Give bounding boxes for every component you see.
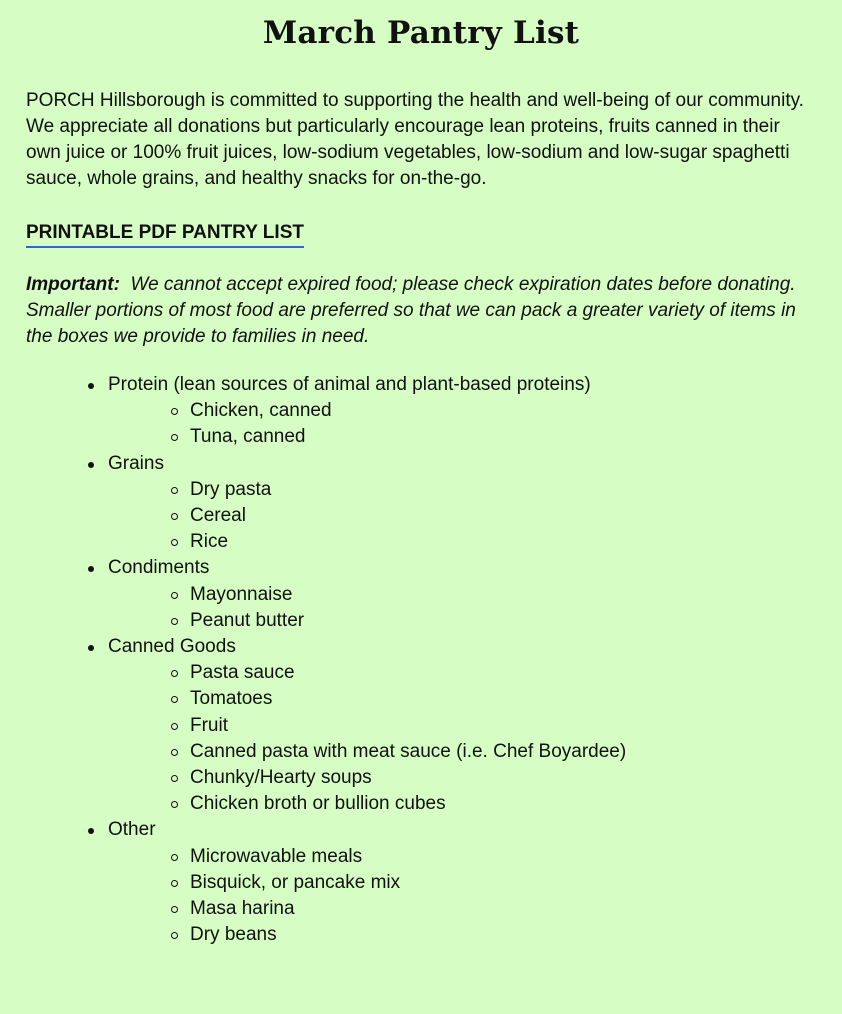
circle-bullet-icon [171, 408, 178, 415]
category-label: Grains [108, 452, 164, 474]
circle-bullet-icon [171, 801, 178, 808]
grains-items [108, 477, 816, 556]
disc-bullet-icon [88, 566, 94, 572]
important-notice [26, 272, 816, 350]
list-item: Fruit [190, 713, 816, 739]
category-label: Other [108, 819, 156, 841]
circle-bullet-icon [171, 592, 178, 599]
disc-bullet-icon [88, 462, 94, 468]
circle-bullet-icon [171, 618, 178, 625]
page-title: March Pantry List [262, 15, 580, 51]
category-label: Protein (lean sources of animal and plant-based proteins) [108, 374, 591, 395]
list-item: Microwavable meals [190, 844, 816, 870]
category-canned-goods [108, 634, 816, 817]
important-label: Important: [26, 274, 120, 295]
circle-bullet-icon [171, 487, 178, 494]
list-item: Chicken, canned [190, 398, 816, 424]
list-item: Tomatoes [190, 686, 816, 712]
category-label: Canned Goods [108, 636, 236, 658]
list-item: Rice [190, 529, 816, 555]
important-text: We cannot accept expired food; please check expiration dates before donating. Smaller portions of most food are preferred so that we can pack a greater variety of items in the boxes we provide to families in need. [26, 274, 796, 347]
disc-bullet-icon [88, 828, 94, 834]
circle-bullet-icon [171, 723, 178, 730]
list-item: Tuna, canned [190, 424, 816, 450]
list-item: Masa harina [190, 896, 816, 922]
circle-bullet-icon [171, 434, 178, 441]
circle-bullet-icon [171, 775, 178, 782]
list-item: Chicken broth or bullion cubes [190, 791, 816, 817]
circle-bullet-icon [171, 854, 178, 861]
list-item: Mayonnaise [190, 582, 816, 608]
intro-paragraph: PORCH Hillsborough is committed to supporting the health and well-being of our community. We appreciate all donations but particularly encourage lean proteins, fruits canned in their own juice or 100% fruit juices, low-sodium vegetables, low-sodium and low-sugar spaghetti sauce, whole grains, and healthy snacks for on-the-go. [26, 90, 804, 189]
other-items [108, 844, 816, 949]
list-item: Pasta sauce [190, 660, 816, 686]
list-item: Canned pasta with meat sauce (i.e. Chef Boyardee) [190, 739, 816, 765]
pantry-category-list [26, 372, 816, 948]
circle-bullet-icon [171, 906, 178, 913]
circle-bullet-icon [171, 932, 178, 939]
category-grains [108, 451, 816, 556]
category-condiments [108, 555, 816, 634]
circle-bullet-icon [171, 696, 178, 703]
condiments-items [108, 582, 816, 634]
category-other [108, 817, 816, 948]
category-label: Condiments [108, 557, 210, 579]
list-item: Peanut butter [190, 608, 816, 634]
protein-items [108, 398, 816, 450]
disc-bullet-icon [88, 383, 94, 389]
list-item: Dry beans [190, 922, 816, 948]
circle-bullet-icon [171, 539, 178, 546]
printable-pdf-link[interactable]: PRINTABLE PDF PANTRY LIST [26, 220, 304, 248]
circle-bullet-icon [171, 749, 178, 756]
list-item: Bisquick, or pancake mix [190, 870, 816, 896]
list-item: Dry pasta [190, 477, 816, 503]
category-protein [108, 372, 816, 451]
disc-bullet-icon [88, 645, 94, 651]
list-item: Cereal [190, 503, 816, 529]
list-item: Chunky/Hearty soups [190, 765, 816, 791]
canned-goods-items [108, 660, 816, 817]
circle-bullet-icon [171, 880, 178, 887]
circle-bullet-icon [171, 670, 178, 677]
circle-bullet-icon [171, 513, 178, 520]
